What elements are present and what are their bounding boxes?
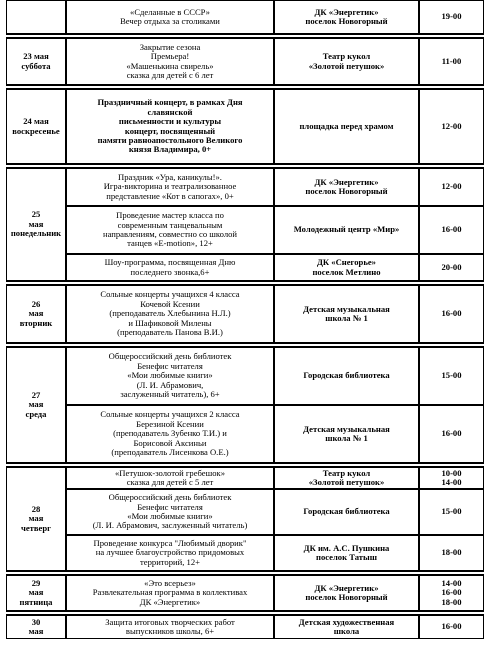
time-cell: 19-00 bbox=[419, 0, 484, 34]
table-row bbox=[6, 254, 484, 281]
event-cell: Сольные концерты учащихся 4 класса Кочевой Ксении (преподаватель Хлебынина Н.Л.) и Шафиковой Милены (преподаватель Панова В.И.) bbox=[66, 285, 274, 343]
table-row bbox=[6, 615, 484, 639]
date-cell: 28 мая четверг bbox=[6, 467, 66, 571]
venue-cell: Театр кукол «Золотой петушок» bbox=[274, 38, 419, 85]
venue-cell: Детская музыкальная школа № 1 bbox=[274, 405, 419, 463]
table-row bbox=[6, 535, 484, 571]
date-cell: 30 мая bbox=[6, 615, 66, 639]
time-cell: 16-00 bbox=[419, 615, 484, 639]
date-cell: 29 мая пятница bbox=[6, 575, 66, 611]
time-cell: 14-00 16-00 18-00 bbox=[419, 575, 484, 611]
date-cell bbox=[6, 0, 66, 34]
event-cell: Сольные концерты учащихся 2 класса Березиной Ксении (преподаватель Зубенко Т.И.) и Борисовой Аксиньи (преподаватель Лисенкова О.Е.) bbox=[66, 405, 274, 463]
time-cell: 15-00 bbox=[419, 347, 484, 405]
table-row bbox=[6, 168, 484, 206]
event-cell: «Сделанные в СССР» Вечер отдыха за столиками bbox=[66, 0, 274, 34]
time-cell: 11-00 bbox=[419, 38, 484, 85]
time-cell: 10-00 14-00 bbox=[419, 467, 484, 489]
table-row bbox=[6, 489, 484, 535]
venue-cell: ДК им. А.С. Пушкина поселок Татыш bbox=[274, 535, 419, 571]
event-cell: «Это всерьез» Развлекательная программа в коллективах ДК «Энергетик» bbox=[66, 575, 274, 611]
event-cell: Общероссийский день библиотек Бенефис читателя «Мои любимые книги» (Л. И. Абрамович, заслуженный читатель) bbox=[66, 489, 274, 535]
venue-cell: Детская художественная школа bbox=[274, 615, 419, 639]
venue-cell: ДК «Энергетик» поселок Новогорный bbox=[274, 168, 419, 206]
time-cell: 20-00 bbox=[419, 254, 484, 281]
table-row bbox=[6, 0, 484, 34]
event-cell: Проведение конкурса "Любимый дворик" на лучшее благоустройство придомовых территорий, 12+ bbox=[66, 535, 274, 571]
event-cell: Общероссийский день библиотек Бенефис читателя «Мои любимые книги» (Л. И. Абрамович, заслуженный читатель), 6+ bbox=[66, 347, 274, 405]
venue-cell: ДК «Снегорье» поселок Метлино bbox=[274, 254, 419, 281]
time-cell: 16-00 bbox=[419, 285, 484, 343]
venue-cell: ДК «Энергетик» поселок Новогорный bbox=[274, 575, 419, 611]
time-cell: 12-00 bbox=[419, 168, 484, 206]
table-row bbox=[6, 575, 484, 611]
date-cell: 23 мая суббота bbox=[6, 38, 66, 85]
time-cell: 12-00 bbox=[419, 89, 484, 164]
time-cell: 18-00 bbox=[419, 535, 484, 571]
table-row bbox=[6, 347, 484, 405]
date-cell: 26 мая вторник bbox=[6, 285, 66, 343]
table-row bbox=[6, 89, 484, 164]
event-cell: Праздник «Ура, каникулы!». Игра-викторина и театрализованное представление «Кот в сапогах», 0+ bbox=[66, 168, 274, 206]
event-cell: «Петушок-золотой гребешок» сказка для детей с 5 лет bbox=[66, 467, 274, 489]
venue-cell: Городская библиотека bbox=[274, 489, 419, 535]
event-cell: Закрытие сезона Премьера! «Машенькина свирель» сказка для детей с 6 лет bbox=[66, 38, 274, 85]
venue-cell: Детская музыкальная школа № 1 bbox=[274, 285, 419, 343]
event-cell: Шоу-программа, посвященная Дню последнего звонка,6+ bbox=[66, 254, 274, 281]
event-cell: Праздничный концерт, в рамках Дня славянской письменности и культуры концерт, посвященный памяти равноапостольного Великого князя Владимира, 0+ bbox=[66, 89, 274, 164]
venue-cell: Городская библиотека bbox=[274, 347, 419, 405]
table-row bbox=[6, 405, 484, 463]
date-cell: 24 мая воскресенье bbox=[6, 89, 66, 164]
table-row bbox=[6, 38, 484, 85]
event-cell: Защита итоговых творческих работ выпускников школы, 6+ bbox=[66, 615, 274, 639]
table-row bbox=[6, 285, 484, 343]
date-cell: 25 мая понедельник bbox=[6, 168, 66, 281]
time-cell: 16-00 bbox=[419, 206, 484, 254]
venue-cell: площадка перед храмом bbox=[274, 89, 419, 164]
schedule-table bbox=[6, 0, 484, 639]
venue-cell: ДК «Энергетик» поселок Новогорный bbox=[274, 0, 419, 34]
venue-cell: Театр кукол «Золотой петушок» bbox=[274, 467, 419, 489]
event-cell: Проведение мастер класса по современным танцевальным направлениям, совместно со школой танцев «E-motion», 12+ bbox=[66, 206, 274, 254]
date-cell: 27 мая среда bbox=[6, 347, 66, 463]
table-row bbox=[6, 206, 484, 254]
time-cell: 15-00 bbox=[419, 489, 484, 535]
table-row bbox=[6, 467, 484, 489]
time-cell: 16-00 bbox=[419, 405, 484, 463]
venue-cell: Молодежный центр «Мир» bbox=[274, 206, 419, 254]
